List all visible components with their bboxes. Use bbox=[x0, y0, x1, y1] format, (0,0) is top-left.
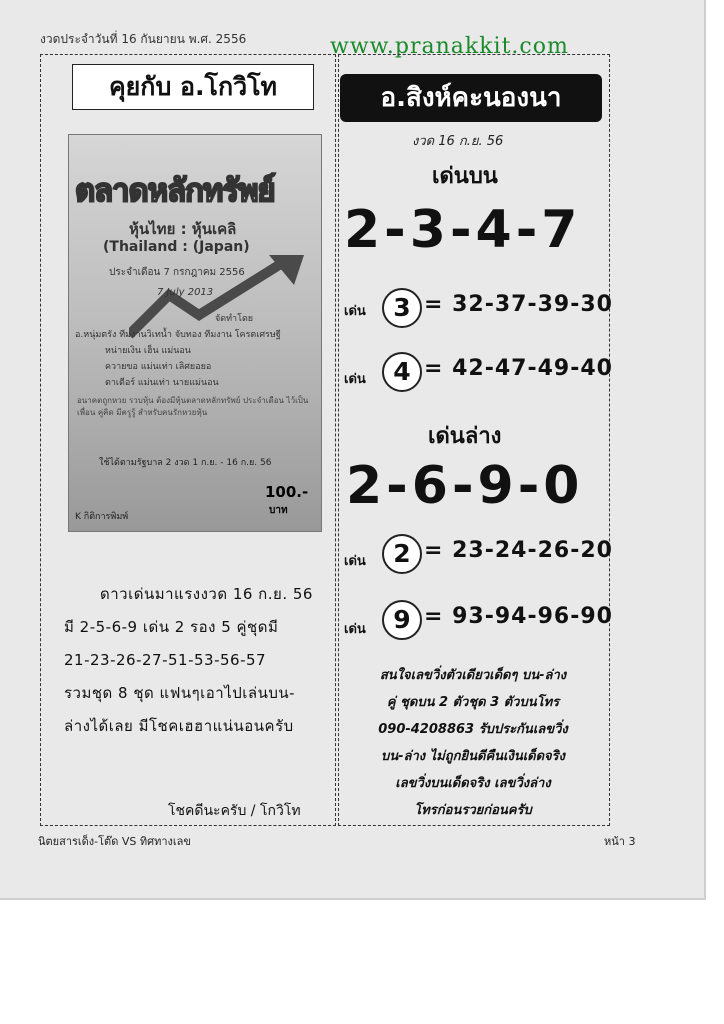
digit-circle: 4 bbox=[382, 352, 422, 392]
digit-circle: 3 bbox=[382, 288, 422, 328]
cover-credit-line: ควายขอ แม่นเท่า เลิศยอยอ bbox=[105, 362, 212, 372]
cover-credit-line: ตาเตีอร์ แม่นเท่า นายแม่นอน bbox=[105, 378, 219, 388]
left-column-title: คุยกับ อ.โกวิโท bbox=[72, 64, 314, 110]
digit-circle: 9 bbox=[382, 600, 422, 640]
magazine-cover-image bbox=[68, 134, 322, 532]
footer-magazine-name: นิตยสารเด็ง-โต๊ด VS ทิศทางเลข bbox=[38, 835, 191, 848]
cover-subtitle: หุ้นไทย : หุ้นเคลิ bbox=[129, 220, 237, 238]
cover-issue-range: ใช้ได้ตามรัฐบาล 2 งวด 1 ก.ย. - 16 ก.ย. 56 bbox=[99, 458, 272, 468]
promo-line: บน-ล่าง ไม่ถูกยินดีคืนเงินเด็ดจริง bbox=[380, 749, 565, 764]
row-label: เด่น bbox=[344, 304, 366, 319]
upper-heading: เด่นบน bbox=[432, 164, 498, 189]
row-label: เด่น bbox=[344, 554, 366, 569]
cover-credit-line: จัดทำโดย bbox=[215, 314, 254, 324]
lower-main-numbers: 2-6-9-0 bbox=[346, 456, 584, 516]
upper-main-numbers: 2-3-4-7 bbox=[344, 200, 582, 260]
article-line: รวมชุด 8 ชุด แฟนๆเอาไปเล่นบน- bbox=[64, 684, 296, 702]
cover-date-en: 7 July 2013 bbox=[157, 287, 214, 298]
article-line: มี 2-5-6-9 เด่น 2 รอง 5 คู่ชุดมี bbox=[64, 618, 279, 636]
cover-credits bbox=[75, 311, 319, 391]
row-label: เด่น bbox=[344, 372, 366, 387]
promo-line: สนใจเลขวิ่งตัวเดียวเด็ดๆ บน-ล่าง bbox=[379, 668, 567, 683]
row-numbers: = 93-94-96-90 bbox=[424, 604, 613, 629]
row-numbers: = 23-24-26-20 bbox=[424, 538, 613, 563]
promo-line: 090-4208863 รับประกันเลขวิ่ง bbox=[378, 722, 568, 737]
digit-circle: 2 bbox=[382, 534, 422, 574]
row-numbers: = 32-37-39-30 bbox=[424, 292, 613, 317]
cover-blurb: อนาคตถูกหวย รวบหุ้น ต้องมีหุ้นตลาดหลักทรัพย์ ประจำเดือน ไว้เป็นเพื่อน คู่คิด มีครูรู้ สำหรับคนรักหวยหุ้น bbox=[77, 396, 309, 417]
draw-date: งวด 16 ก.ย. 56 bbox=[412, 134, 504, 149]
cover-price-unit: บาท bbox=[269, 505, 288, 516]
cover-date-thai: ประจำเดือน 7 กรกฎาคม 2556 bbox=[109, 267, 245, 278]
promo-line: โทรก่อนรวยก่อนครับ bbox=[414, 803, 532, 818]
article-line: ดาวเด่นมาแรงงวด 16 ก.ย. 56 bbox=[100, 585, 313, 603]
cover-title: ตลาดหลักทรัพย์ bbox=[75, 173, 275, 209]
cover-subtitle-en: (Thailand : (Japan) bbox=[103, 239, 250, 255]
author-banner: อ.สิงห์คะนองนา bbox=[340, 74, 602, 122]
article-line: 21-23-26-27-51-53-56-57 bbox=[64, 651, 267, 669]
article-signature: โชคดีนะครับ / โกวิโท bbox=[168, 803, 301, 819]
promo-line: คู่ ชุดบน 2 ตัวชุด 3 ตัวบนโทร bbox=[386, 695, 560, 710]
cover-price: 100.- bbox=[265, 483, 309, 501]
promo-line: เลขวิ่งบนเด็ดจริง เลขวิ่งล่าง bbox=[395, 776, 551, 791]
row-numbers: = 42-47-49-40 bbox=[424, 356, 613, 381]
lower-heading: เด่นล่าง bbox=[428, 424, 502, 449]
promo-text bbox=[340, 662, 606, 824]
issue-date-line: งวดประจำวันที่ 16 กันยายน พ.ศ. 2556 bbox=[40, 32, 247, 46]
site-url-watermark: www.pranakkit.com bbox=[330, 34, 569, 59]
cover-credit-line: อ.หนุ่มตรัง ทีมงานวิเทน้ำ จับทอง ทีมงาน โครตเศรษฐี bbox=[75, 330, 281, 340]
row-label: เด่น bbox=[344, 622, 366, 637]
footer-page-number: หน้า 3 bbox=[604, 835, 636, 848]
cover-publisher: K กิติการพิมพ์ bbox=[75, 512, 129, 522]
cover-credit-line: หน่ายเงิน เฮ็น แม่นอน bbox=[105, 346, 191, 356]
column-article bbox=[64, 578, 320, 743]
article-line: ล่างได้เลย มีโชคเฮฮาแน่นอนครับ bbox=[64, 717, 294, 735]
